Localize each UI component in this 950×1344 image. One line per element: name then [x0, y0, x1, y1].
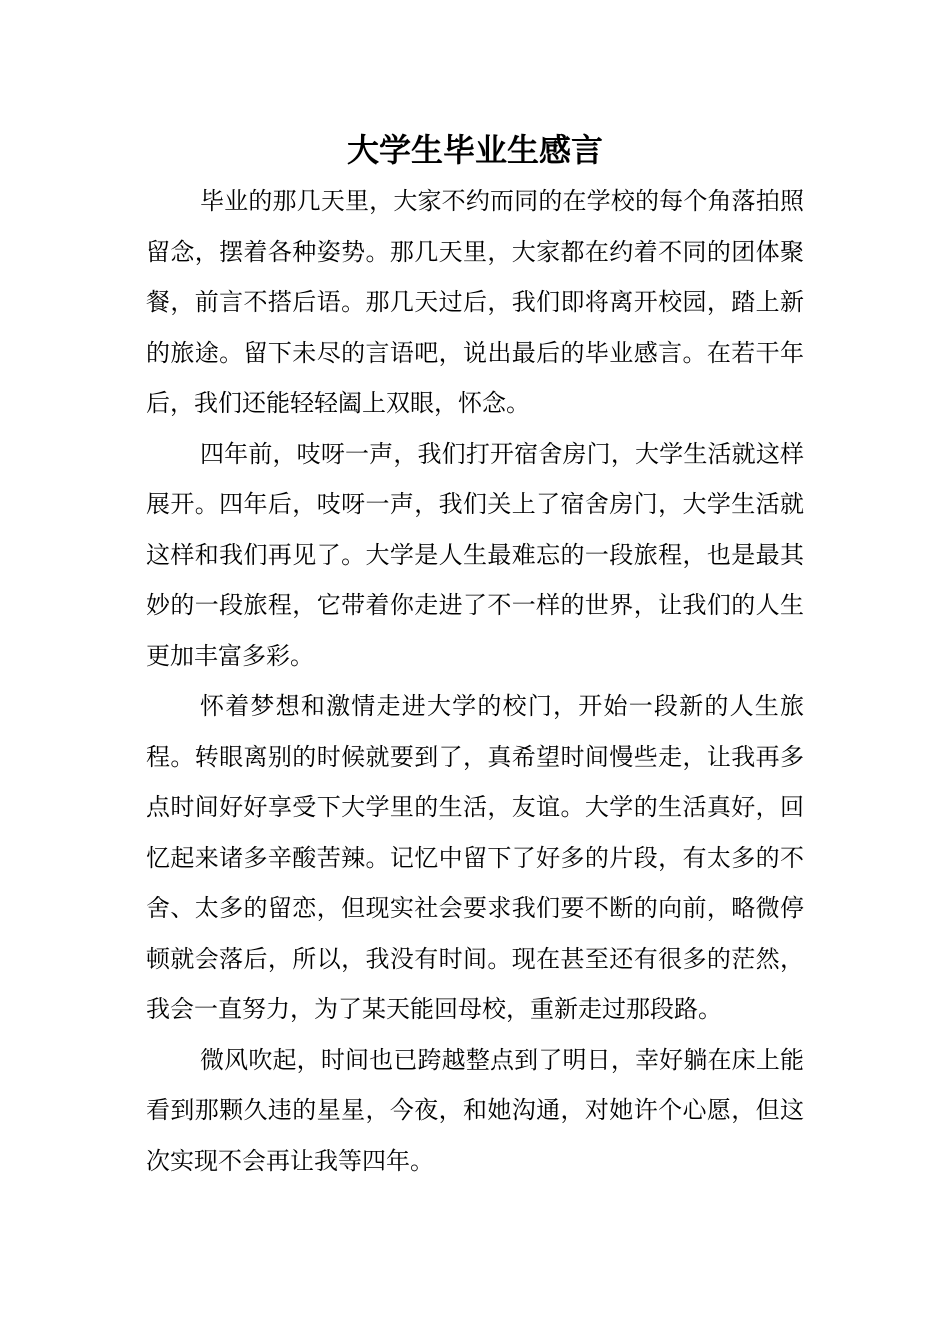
paragraph: 怀着梦想和激情走进大学的校门，开始一段新的人生旅程。转眼离别的时候就要到了，真希望时间慢些走，让我再多点时间好好享受下大学里的生活，友谊。大学的生活真好，回忆起来诸多辛酸苦辣。记忆中留下了好多的片段，有太多的不舍、太多的留恋，但现实社会要求我们要不断的向前，略微停顿就会落后，所以，我没有时间。现在甚至还有很多的茫然，我会一直努力，为了某天能回母校，重新走过那段路。	[146, 692, 804, 1023]
document-body	[146, 176, 804, 1186]
paragraph: 微风吹起，时间也已跨越整点到了明日，幸好躺在床上能看到那颗久违的星星，今夜，和她沟通，对她许个心愿，但这次实现不会再让我等四年。	[146, 1045, 804, 1175]
document-title: 大学生毕业生感言	[346, 131, 603, 169]
paragraph: 毕业的那几天里，大家不约而同的在学校的每个角落拍照留念，摆着各种姿势。那几天里，大家都在约着不同的团体聚餐，前言不搭后语。那几天过后，我们即将离开校园，踏上新的旅途。留下未尽的言语吧，说出最后的毕业感言。在若干年后，我们还能轻轻阖上双眼，怀念。	[146, 187, 804, 417]
paragraph: 四年前，吱呀一声，我们打开宿舍房门，大学生活就这样展开。四年后，吱呀一声，我们关上了宿舍房门，大学生活就这样和我们再见了。大学是人生最难忘的一段旅程，也是最其妙的一段旅程，它带着你走进了不一样的世界，让我们的人生更加丰富多彩。	[146, 439, 804, 670]
